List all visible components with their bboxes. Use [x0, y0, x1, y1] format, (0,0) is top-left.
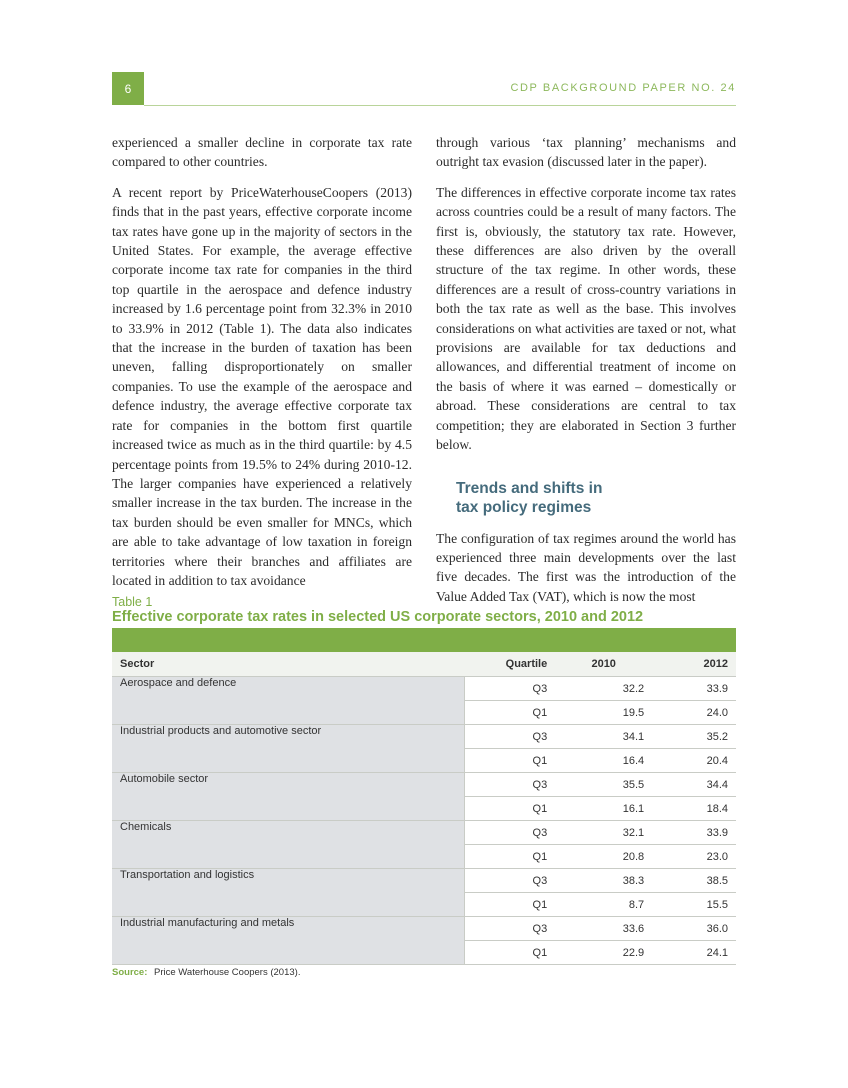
paragraph: The differences in effective corporate income tax rates across countries could be a result of many factors. The first is, obviously, the statutory tax rate. However, these differences are also driven by the overall structure of the tax regime. In other words, these differences are a result of cross-country variations in both the tax rate as well as the base. This involves considerations on what activities are taxed or not, what provisions are available for tax deductions and allowances, and differential treatment of income on the basis of where it was earned – domestically or abroad. These considerations are central to tax competition; they are elaborated in Section 3 further below.: [436, 184, 736, 453]
column-header-2010: 2010: [555, 652, 652, 677]
quartile-cell: Q1: [464, 893, 555, 917]
quartile-cell: Q3: [464, 869, 555, 893]
section-heading: [456, 479, 736, 517]
sector-cell: Automobile sector: [112, 773, 464, 821]
left-column: [112, 133, 412, 601]
value-2012-cell: 15.5: [652, 893, 736, 917]
value-2010-cell: 20.8: [555, 845, 652, 869]
quartile-cell: Q3: [464, 773, 555, 797]
sector-cell: Transportation and logistics: [112, 869, 464, 917]
value-2010-cell: 22.9: [555, 941, 652, 965]
value-2012-cell: 36.0: [652, 917, 736, 941]
value-2012-cell: 24.1: [652, 941, 736, 965]
value-2012-cell: 20.4: [652, 749, 736, 773]
quartile-cell: Q1: [464, 701, 555, 725]
value-2010-cell: 34.1: [555, 725, 652, 749]
quartile-cell: Q3: [464, 677, 555, 701]
table-row: [112, 821, 736, 845]
sector-cell: Industrial manufacturing and metals: [112, 917, 464, 965]
table-label: Table 1: [112, 595, 153, 609]
table-row: [112, 677, 736, 701]
table-header-band: [112, 628, 736, 652]
source-label: Source:: [112, 967, 148, 978]
quartile-cell: Q3: [464, 821, 555, 845]
value-2010-cell: 16.4: [555, 749, 652, 773]
page-number: 6: [112, 72, 144, 105]
value-2010-cell: 32.2: [555, 677, 652, 701]
paragraph: A recent report by PriceWaterhouseCoopers (2013) finds that in the past years, effective corporate income tax rates have gone up in the majority of sectors in the United States. For example, the average effective corporate income tax rate for companies in the third top quartile in the aerospace and defence industry increased by 1.6 percentage point from 32.3% in 2010 to 33.9% in 2012 (Table 1). The data also indicates that the increase in the burden of taxation has been uneven, falling disproportionately on smaller companies. To use the example of the aerospace and defence industry, the average effective corporate tax rate for companies in the bottom first quartile increased twice as much as in the third quartile: by 4.5 percentage points from 19.5% to 24% during 2010-12. The larger companies have experienced a relatively smaller increase in the tax burden. The increase in the tax burden should be even smaller for MNCs, which are able to take advantage of low taxation in foreign territories where their branches and affiliates are located in addition to tax avoidance: [112, 184, 412, 588]
value-2012-cell: 38.5: [652, 869, 736, 893]
table-row: [112, 725, 736, 749]
value-2012-cell: 33.9: [652, 677, 736, 701]
table-row: [112, 773, 736, 797]
sector-cell: Industrial products and automotive sector: [112, 725, 464, 773]
paragraph: experienced a smaller decline in corporate tax rate compared to other countries.: [112, 135, 412, 170]
value-2010-cell: 35.5: [555, 773, 652, 797]
value-2012-cell: 33.9: [652, 821, 736, 845]
value-2010-cell: 16.1: [555, 797, 652, 821]
table-body: [112, 677, 736, 965]
tax-rate-table: [112, 652, 736, 965]
running-head: CDP BACKGROUND PAPER NO. 24: [510, 82, 736, 94]
value-2012-cell: 18.4: [652, 797, 736, 821]
value-2010-cell: 38.3: [555, 869, 652, 893]
table-row: [112, 869, 736, 893]
quartile-cell: Q3: [464, 917, 555, 941]
value-2010-cell: 19.5: [555, 701, 652, 725]
quartile-cell: Q1: [464, 749, 555, 773]
value-2012-cell: 24.0: [652, 701, 736, 725]
right-column: [436, 133, 736, 617]
sector-cell: Chemicals: [112, 821, 464, 869]
quartile-cell: Q1: [464, 797, 555, 821]
sector-cell: Aerospace and defence: [112, 677, 464, 725]
section-heading-line: Trends and shifts in: [456, 479, 603, 497]
paragraph: The configuration of tax regimes around the world has experienced three main developments over the last five decades. The first was the introduction of the Value Added Tax (VAT), which is now the most: [436, 530, 736, 604]
value-2012-cell: 23.0: [652, 845, 736, 869]
value-2012-cell: 35.2: [652, 725, 736, 749]
column-header-quartile: Quartile: [464, 652, 555, 677]
header-rule: [144, 105, 736, 106]
table-header-row: [112, 652, 736, 677]
source-text: Price Waterhouse Coopers (2013).: [154, 967, 301, 978]
table-source: [112, 967, 300, 978]
quartile-cell: Q3: [464, 725, 555, 749]
value-2010-cell: 32.1: [555, 821, 652, 845]
value-2010-cell: 33.6: [555, 917, 652, 941]
section-heading-line: tax policy regimes: [456, 498, 592, 516]
quartile-cell: Q1: [464, 845, 555, 869]
value-2012-cell: 34.4: [652, 773, 736, 797]
column-header-sector: Sector: [112, 652, 464, 677]
table-row: [112, 917, 736, 941]
paragraph: through various ‘tax planning’ mechanisms and outright tax evasion (discussed later in the paper).: [436, 135, 736, 170]
column-header-2012: 2012: [652, 652, 736, 677]
quartile-cell: Q1: [464, 941, 555, 965]
value-2010-cell: 8.7: [555, 893, 652, 917]
table-title: Effective corporate tax rates in selected US corporate sectors, 2010 and 2012: [112, 609, 644, 625]
